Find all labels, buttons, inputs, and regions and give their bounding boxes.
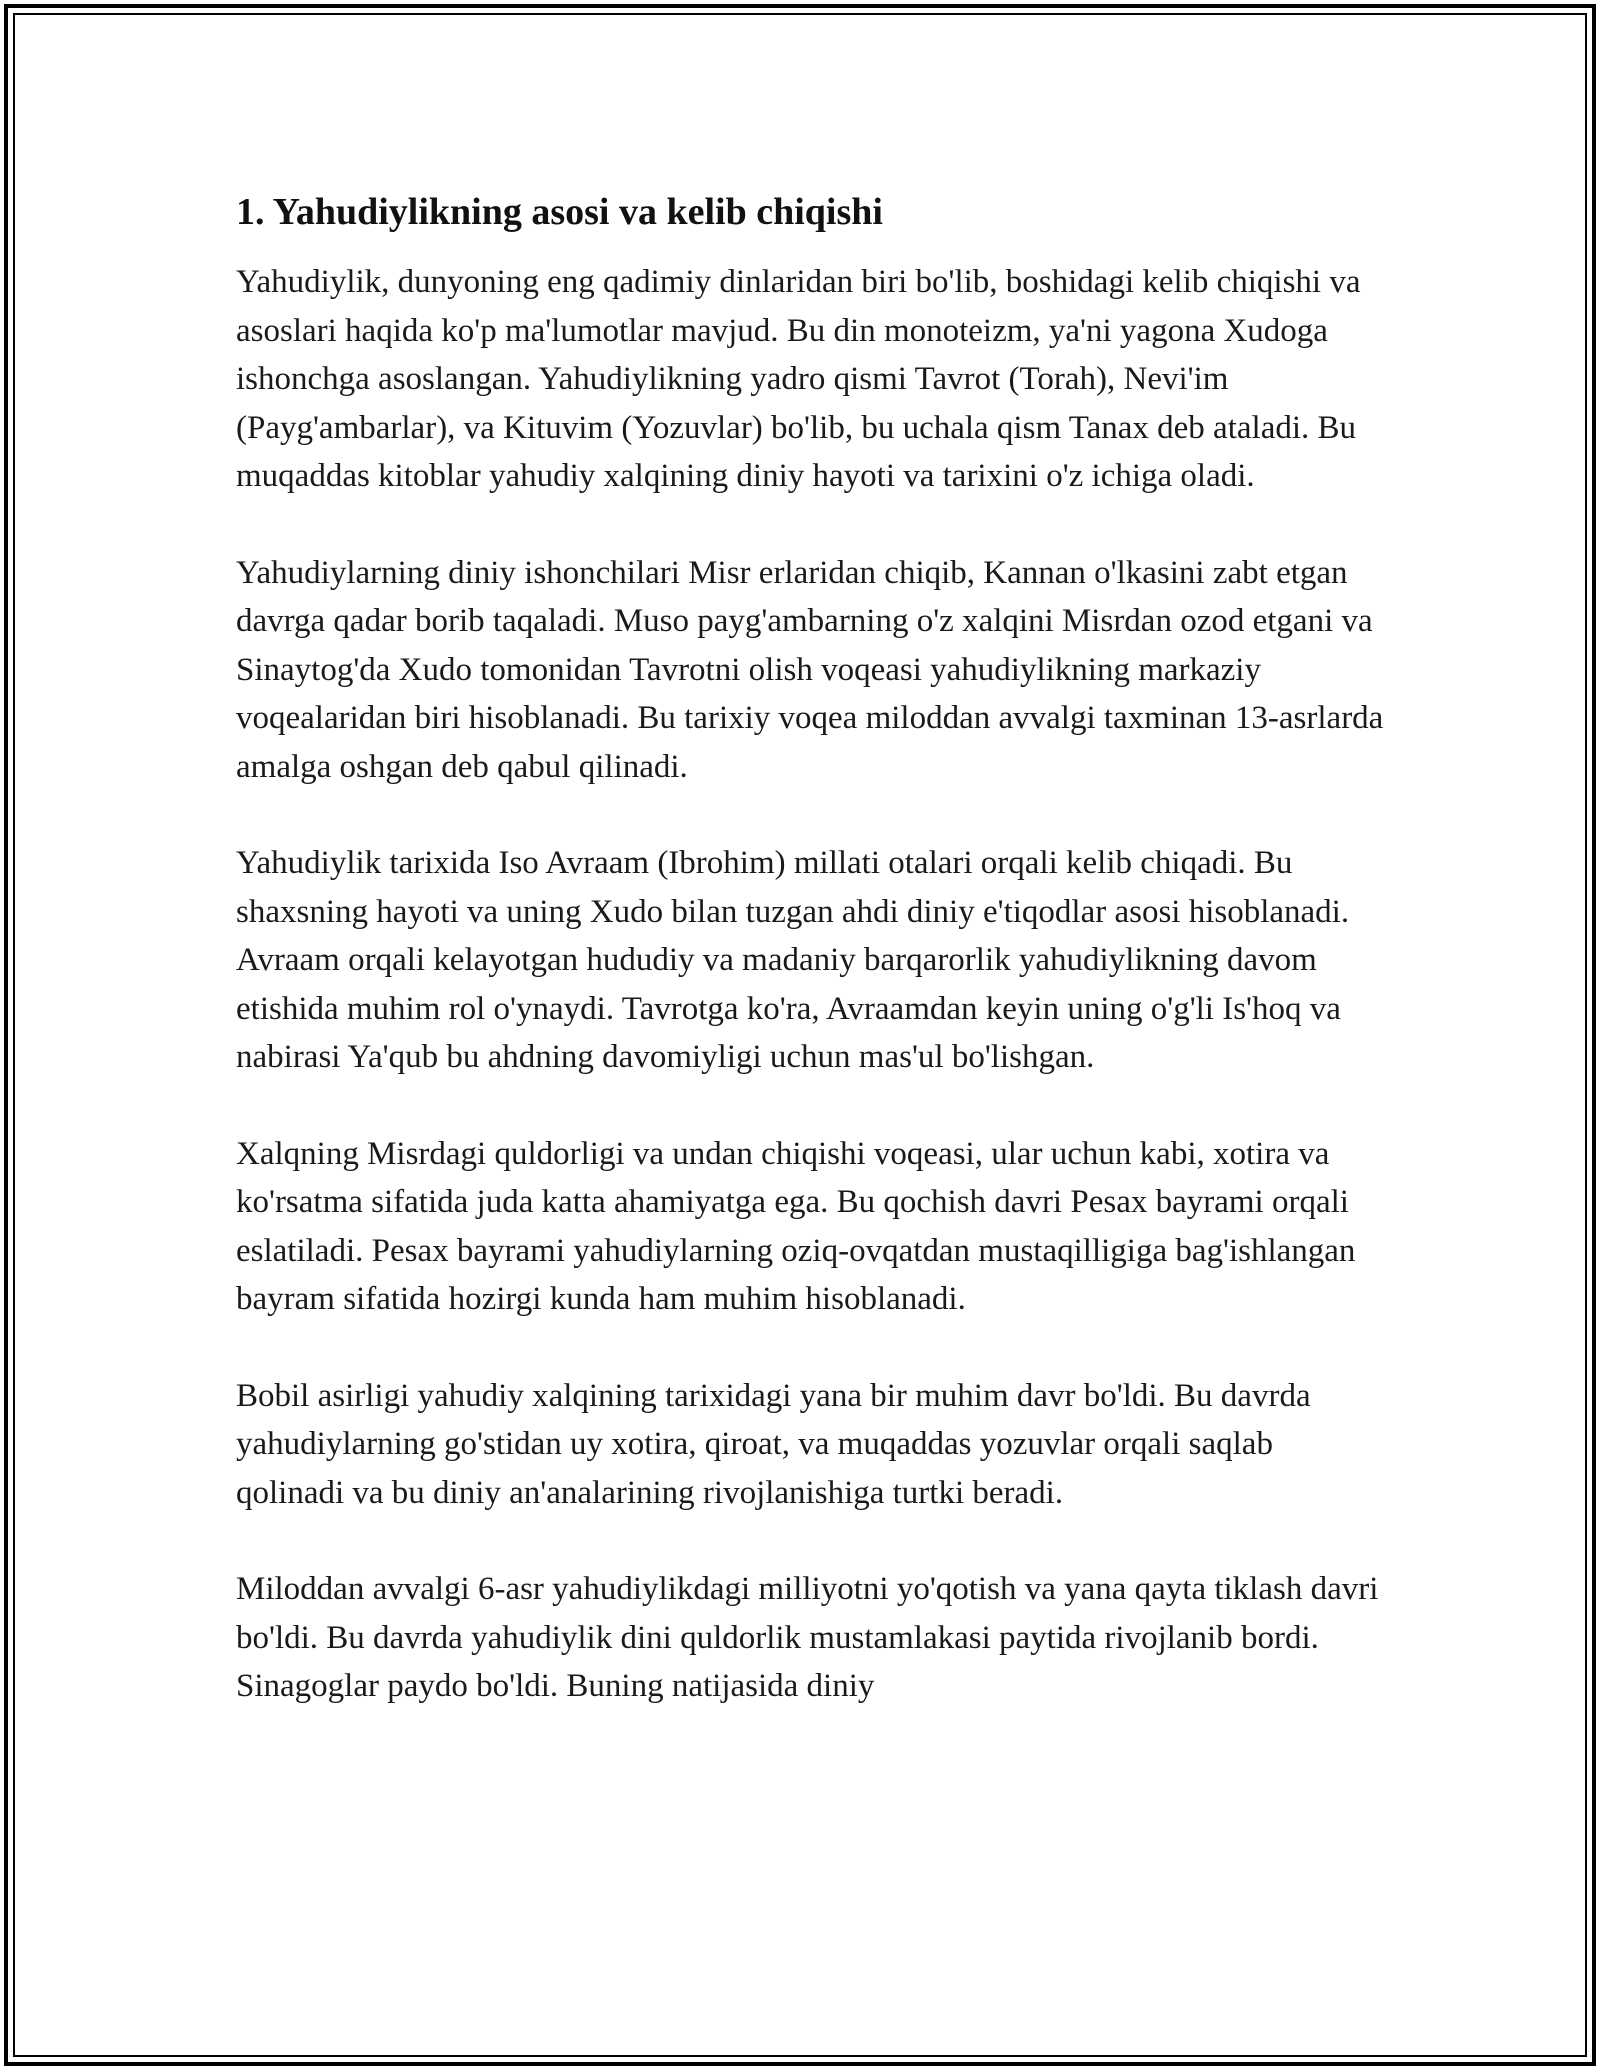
paragraph-2: Yahudiylarning diniy ishonchilari Misr erlaridan chiqib, Kannan o'lkasini zabt etgan davrga qadar borib taqaladi. Muso payg'ambarning o'z xalqini Misrdan ozod etgani va Sinaytog'da Xudo tomonidan Tavrotni olish voqeasi yahudiylikning markaziy voqealaridan biri hisoblanadi. Bu tarixiy voqea miloddan avvalgi taxminan 13-asrlarda amalga oshgan deb qabul qilinadi. (236, 554, 1384, 785)
paragraph-4: Xalqning Misrdagi quldorligi va undan chiqishi voqeasi, ular uchun kabi, xotira va ko'rsatma sifatida juda katta ahamiyatga ega. Bu qochish davri Pesax bayrami orqali eslatiladi. Pesax bayrami yahudiylarning oziq-ovqatdan mustaqilligiga bag'ishlangan bayram sifatida hozirgi kunda ham muhim hisoblanadi. (236, 1135, 1356, 1317)
section-title: 1. Yahudiylikning asosi va kelib chiqishi (236, 191, 883, 233)
paragraph-3: Yahudiylik tarixida Iso Avraam (Ibrohim) millati otalari orqali kelib chiqadi. Bu shaxsning hayoti va uning Xudo bilan tuzgan ahdi diniy e'tiqodlar asosi hisoblanadi. Avraam orqali kelayotgan hududiy va madaniy barqarorlik yahudiylikning davom etishida muhim rol o'ynaydi. Tavrotga ko'ra, Avraamdan keyin uning o'g'li Is'hoq va nabirasi Ya'qub bu ahdning davomiyligi uchun mas'ul bo'lishgan. (236, 845, 1350, 1075)
paragraph-1: Yahudiylik, dunyoning eng qadimiy dinlaridan biri bo'lib, boshidagi kelib chiqishi va asoslari haqida ko'p ma'lumotlar mavjud. Bu din monoteizm, ya'ni yagona Xudoga ishonchga asoslangan. Yahudiylikning yadro qismi Tavrot (Torah), Nevi'im (Payg'ambarlar), va Kituvim (Yozuvlar) bo'lib, bu uchala qism Tanax deb ataladi. Bu muqaddas kitoblar yahudiy xalqining diniy hayoti va tarixini o'z ichiga oladi. (236, 264, 1361, 494)
paragraph-6: Miloddan avvalgi 6-asr yahudiylikdagi milliyotni yo'qotish va yana qayta tiklash davri bo'ldi. Bu davrda yahudiylik dini quldorlik mustamlakasi paytida rivojlanib bordi. Sinagoglar paydo bo'ldi. Buning natijasida diniy (236, 1571, 1379, 1704)
paragraph-5: Bobil asirligi yahudiy xalqining tarixidagi yana bir muhim davr bo'ldi. Bu davrda yahudiylarning go'stidan uy xotira, qiroat, va muqaddas yozuvlar orqali saqlab qolinadi va bu diniy an'analarining rivojlanishiga turtki beradi. (236, 1377, 1311, 1511)
document-body (236, 186, 1386, 1759)
